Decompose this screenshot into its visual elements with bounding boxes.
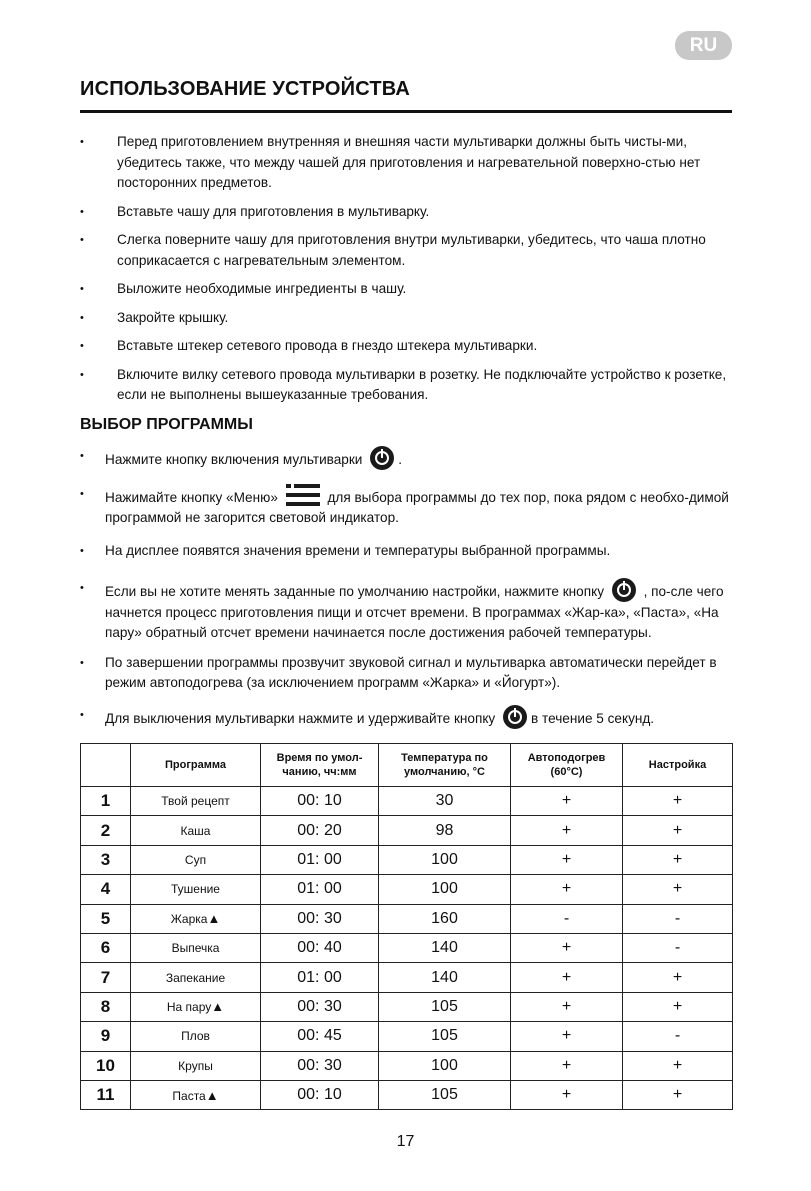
default-temp-text: 105	[431, 1086, 458, 1104]
section-title-usage: ИСПОЛЬЗОВАНИЕ УСТРОЙСТВА	[80, 78, 411, 100]
program-number	[81, 1022, 131, 1051]
program-number-text: 3	[100, 849, 111, 869]
table-row	[81, 787, 733, 816]
autoheat-mark-text: -	[563, 909, 570, 927]
header-autoheat: Автоподогрев (60°C)	[511, 744, 623, 787]
default-temp	[379, 845, 511, 874]
autoheat-mark	[511, 787, 623, 816]
setting-mark-text: -	[674, 909, 681, 927]
default-temp-text: 30	[435, 792, 454, 810]
table-row	[81, 992, 733, 1021]
program-bullet-text: Нажимайте кнопку «Меню»	[105, 489, 278, 505]
default-time-text: 00: 30	[297, 997, 342, 1015]
usage-bullet-text: Вставьте чашу для приготовления в мультиварку.	[117, 203, 430, 219]
language-badge: RU	[675, 31, 732, 60]
table-row	[81, 875, 733, 904]
section-title-program-select: ВЫБОР ПРОГРАММЫ	[80, 416, 253, 433]
autoheat-mark-text: +	[561, 1027, 572, 1045]
setting-mark	[623, 963, 733, 992]
default-temp-text: 105	[431, 997, 458, 1015]
program-name-text: Твой рецепт	[161, 794, 230, 809]
power-icon	[370, 446, 394, 470]
setting-mark-text: +	[672, 880, 683, 898]
autoheat-mark	[511, 992, 623, 1021]
bullet-dot: •	[80, 311, 84, 324]
program-number	[81, 963, 131, 992]
bullet-dot: •	[80, 544, 84, 557]
default-temp-text: 140	[431, 939, 458, 957]
program-bullet	[80, 541, 732, 562]
program-name	[131, 1080, 261, 1109]
program-bullet-text: Если вы не хотите менять заданные по умолчанию настройки, нажмите кнопку	[105, 584, 605, 599]
program-number-text: 1	[100, 791, 111, 811]
program-bullet-list	[80, 446, 732, 729]
autoheat-mark-text: +	[561, 880, 572, 898]
setting-mark	[623, 992, 733, 1021]
autoheat-mark-text: +	[561, 821, 572, 839]
default-temp-text: 100	[431, 1056, 458, 1074]
setting-mark-text: +	[672, 997, 683, 1015]
program-name-text: Запекание	[165, 970, 226, 985]
autoheat-mark	[511, 816, 623, 845]
usage-bullet-text: Перед приготовлением внутренняя и внешняя части мультиварки должны быть чисты-ми, убедитесь также, что между чашей для приготовления и нагревательной поверхно-стью нет посторонних предметов.	[117, 134, 701, 190]
usage-bullet	[80, 132, 732, 194]
setting-mark-text: -	[674, 939, 681, 957]
setting-mark	[623, 875, 733, 904]
default-temp	[379, 1022, 511, 1051]
program-bullet-text: Нажмите кнопку включения мультиварки	[105, 452, 363, 467]
program-name	[131, 845, 261, 874]
setting-mark-text: -	[674, 1027, 681, 1045]
default-time	[261, 816, 379, 845]
default-time	[261, 845, 379, 874]
header-temp: Температура по умолчанию, °C	[379, 744, 511, 787]
usage-bullet	[80, 230, 732, 271]
default-temp	[379, 963, 511, 992]
autoheat-mark-text: +	[561, 1086, 572, 1104]
autoheat-mark	[511, 1051, 623, 1080]
program-number-text: 6	[100, 938, 111, 958]
default-temp	[379, 1080, 511, 1109]
default-time-text: 01: 00	[297, 850, 342, 868]
bullet-dot: •	[80, 582, 84, 594]
table-row	[81, 1051, 733, 1080]
program-number-text: 2	[100, 820, 111, 840]
bullet-dot: •	[80, 487, 84, 500]
triangle-icon: ▲	[211, 999, 225, 1015]
program-number	[81, 816, 131, 845]
program-name-text: Суп	[184, 852, 207, 867]
usage-bullet-text: Включите вилку сетевого провода мультиварки в розетку. Не подключайте устройство к розетке, если не выполнены вышеуказанные требования.	[117, 366, 727, 402]
default-time	[261, 875, 379, 904]
triangle-icon: ▲	[205, 1087, 219, 1103]
autoheat-mark	[511, 1022, 623, 1051]
default-time	[261, 963, 379, 992]
program-name-text: Жарка	[170, 912, 208, 927]
triangle-icon: ▲	[207, 911, 221, 927]
default-time-text: 01: 00	[297, 968, 342, 986]
default-temp	[379, 875, 511, 904]
usage-bullet	[80, 308, 732, 329]
program-number-text: 4	[100, 879, 111, 899]
setting-mark-text: +	[672, 821, 683, 839]
default-time	[261, 992, 379, 1021]
header-num	[81, 744, 131, 787]
table-row	[81, 963, 733, 992]
program-name	[131, 904, 261, 933]
program-name	[131, 992, 261, 1021]
autoheat-mark-text: +	[561, 997, 572, 1015]
autoheat-mark	[511, 875, 623, 904]
program-name-text: Паста	[172, 1088, 206, 1103]
usage-bullet-text: Закройте крышку.	[117, 309, 229, 325]
usage-bullet-list	[80, 132, 732, 414]
power-icon	[612, 578, 636, 602]
setting-mark-text: +	[672, 1086, 683, 1104]
default-temp-text: 105	[431, 1027, 458, 1045]
program-number	[81, 875, 131, 904]
program-name	[131, 816, 261, 845]
table-row	[81, 1080, 733, 1109]
page-number: 17	[396, 1133, 415, 1150]
autoheat-mark	[511, 845, 623, 874]
program-number-text: 11	[96, 1085, 115, 1105]
autoheat-mark-text: +	[561, 792, 572, 810]
default-time	[261, 904, 379, 933]
autoheat-mark	[511, 963, 623, 992]
usage-bullet	[80, 365, 732, 406]
setting-mark	[623, 816, 733, 845]
program-bullet-text: По завершении программы прозвучит звуковой сигнал и мультиварка автоматически перейдет в режим автоподогрева (за исключением программ «Жарка» и «Йогурт»).	[105, 654, 717, 690]
usage-bullet-text: Выложите необходимые ингредиенты в чашу.	[117, 281, 407, 296]
default-time	[261, 933, 379, 962]
default-temp-text: 140	[431, 968, 458, 986]
program-bullet-text: На дисплее появятся значения времени и температуры выбранной программы.	[105, 542, 611, 558]
default-time	[261, 1022, 379, 1051]
default-time	[261, 1051, 379, 1080]
setting-mark	[623, 904, 733, 933]
program-number	[81, 904, 131, 933]
bullet-dot: •	[80, 340, 84, 352]
program-number-text: 10	[96, 1055, 115, 1075]
setting-mark	[623, 1080, 733, 1109]
setting-mark-text: +	[672, 1056, 683, 1074]
setting-mark	[623, 845, 733, 874]
default-temp	[379, 816, 511, 845]
default-time-text: 00: 40	[297, 939, 342, 957]
default-time-text: 01: 00	[297, 880, 342, 898]
program-number	[81, 933, 131, 962]
bullet-dot: •	[80, 450, 84, 462]
default-time-text: 00: 30	[297, 909, 342, 927]
program-name	[131, 1022, 261, 1051]
bullet-dot: •	[80, 283, 84, 295]
setting-mark-text: +	[672, 968, 683, 986]
setting-mark	[623, 1022, 733, 1051]
default-temp	[379, 904, 511, 933]
program-name	[131, 963, 261, 992]
default-time-text: 00: 30	[297, 1056, 342, 1074]
table-row	[81, 816, 733, 845]
default-time-text: 00: 45	[297, 1027, 342, 1045]
autoheat-mark-text: +	[561, 1056, 572, 1074]
default-temp-text: 98	[435, 821, 454, 839]
program-name-text: Выпечка	[171, 941, 220, 956]
default-temp-text: 100	[431, 880, 458, 898]
title-rule	[80, 110, 732, 113]
default-time-text: 00: 10	[297, 792, 342, 810]
program-number-text: 7	[100, 967, 111, 987]
default-temp-text: 160	[431, 909, 458, 927]
program-name-text: Плов	[181, 1029, 210, 1044]
autoheat-mark-text: +	[561, 939, 572, 957]
program-number-text: 8	[100, 996, 111, 1016]
program-name-text: Тушение	[171, 882, 220, 897]
autoheat-mark-text: +	[561, 968, 572, 986]
program-number	[81, 845, 131, 874]
default-temp	[379, 1051, 511, 1080]
setting-mark-text: +	[672, 792, 683, 810]
program-bullet	[80, 653, 732, 694]
program-number	[81, 992, 131, 1021]
program-number	[81, 1080, 131, 1109]
program-name	[131, 1051, 261, 1080]
default-temp	[379, 787, 511, 816]
program-bullet-text: в течение 5 секунд.	[531, 710, 655, 726]
setting-mark	[623, 933, 733, 962]
program-name	[131, 933, 261, 962]
header-time: Время по умол-чанию, чч:мм	[261, 744, 379, 787]
table-row	[81, 933, 733, 962]
bullet-dot: •	[80, 205, 84, 218]
program-number	[81, 787, 131, 816]
default-temp	[379, 933, 511, 962]
usage-bullet	[80, 279, 732, 300]
program-bullet	[80, 484, 732, 529]
menu-icon	[286, 484, 320, 506]
table-row	[81, 1022, 733, 1051]
default-time	[261, 787, 379, 816]
program-name	[131, 787, 261, 816]
program-number	[81, 1051, 131, 1080]
program-name-text: Крупы	[178, 1058, 213, 1073]
program-bullet-text: Для выключения мультиварки нажмите и удерживайте кнопку	[105, 710, 496, 726]
program-bullet-text: , по-сле чего начнется процесс приготовления пищи и отсчет времени. В программах «Жар-ка», «Паста», «На пару» обратный отсчет времени начинается после достижения рабочей температуры.	[105, 584, 724, 640]
usage-bullet	[80, 336, 732, 357]
header-program: Программа	[131, 744, 261, 787]
default-time-text: 00: 10	[297, 1086, 342, 1104]
usage-bullet-text: Слегка поверните чашу для приготовления внутри мультиварки, убедитесь, что чаша плотно соприкасается с нагревательным элементом.	[117, 232, 706, 268]
autoheat-mark	[511, 904, 623, 933]
default-time	[261, 1080, 379, 1109]
program-name-text: Каша	[180, 823, 211, 838]
table-header-row	[81, 744, 733, 787]
program-name	[131, 875, 261, 904]
program-name-text: На пару	[166, 1000, 212, 1015]
autoheat-mark	[511, 933, 623, 962]
usage-bullet	[80, 202, 732, 223]
setting-mark	[623, 787, 733, 816]
program-number-text: 9	[100, 1026, 111, 1046]
program-bullet-text: для выбора программы до тех пор, пока рядом с необхо-димой программой не загорится световой индикатор.	[105, 489, 729, 525]
program-table	[80, 743, 733, 1110]
program-bullet	[80, 705, 732, 730]
bullet-dot: •	[80, 234, 84, 246]
autoheat-mark	[511, 1080, 623, 1109]
table-row	[81, 904, 733, 933]
header-setting: Настройка	[623, 744, 733, 787]
program-bullet-text: .	[398, 452, 402, 467]
program-bullet	[80, 578, 732, 644]
bullet-dot: •	[80, 708, 84, 721]
autoheat-mark-text: +	[561, 850, 572, 868]
bullet-dot: •	[80, 368, 84, 381]
usage-bullet-text: Вставьте штекер сетевого провода в гнездо штекера мультиварки.	[117, 338, 538, 353]
default-temp	[379, 992, 511, 1021]
default-temp-text: 100	[431, 850, 458, 868]
setting-mark	[623, 1051, 733, 1080]
program-bullet	[80, 446, 732, 471]
table-row	[81, 845, 733, 874]
setting-mark-text: +	[672, 850, 683, 868]
bullet-dot: •	[80, 136, 84, 148]
program-number-text: 5	[100, 908, 111, 928]
power-icon	[503, 705, 527, 729]
bullet-dot: •	[80, 656, 84, 669]
default-time-text: 00: 20	[297, 821, 342, 839]
